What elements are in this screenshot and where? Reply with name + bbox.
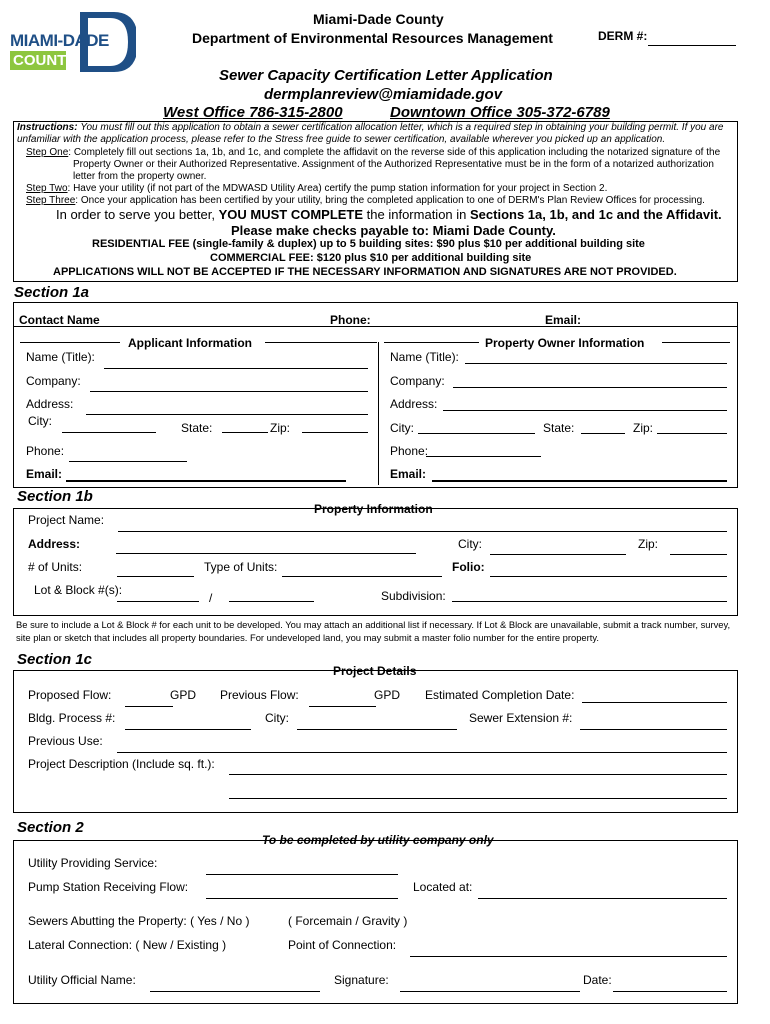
step-two — [26, 183, 607, 195]
instructions-label: Instructions: — [17, 122, 78, 133]
applicant-phone-label: Phone: — [26, 444, 65, 458]
section-1b-title: Section 1b — [17, 488, 93, 505]
serve-b: YOU MUST COMPLETE — [218, 207, 364, 222]
west-office: West Office 786-315-2800 — [163, 104, 343, 121]
property-address-label: Address: — [28, 537, 81, 551]
point-connection-field[interactable] — [410, 956, 727, 957]
forcemain-gravity-label[interactable]: ( Forcemain / Gravity ) — [288, 914, 408, 928]
folio-label: Folio: — [452, 560, 485, 574]
logo-text-miami-dade: MIAMI-DADE — [10, 31, 109, 50]
property-info-header: Property Information — [314, 502, 433, 516]
applicant-header-rule-left — [20, 342, 120, 343]
applicant-name-field[interactable] — [104, 368, 368, 369]
project-description-label: Project Description (Include sq. ft.): — [28, 757, 215, 771]
lot-field[interactable] — [117, 601, 199, 602]
property-address-field[interactable] — [116, 553, 416, 554]
owner-address-field[interactable] — [443, 410, 727, 411]
logo-text-county: COUNTY — [13, 52, 77, 69]
contact-email-label: Email: — [545, 313, 582, 327]
sewers-abutting-label[interactable]: Sewers Abutting the Property: ( Yes / No ) — [28, 914, 250, 928]
step-one-text: : Completely fill out sections 1a, 1b, and 1c, and complete the affidavit on the reverse side of this application including the notarized signature of the — [68, 147, 721, 158]
contact-phone-label: Phone: — [330, 313, 371, 327]
utility-header-rule-right — [523, 840, 736, 841]
section-1a-title: Section 1a — [14, 284, 90, 301]
review-email: dermplanreview@miamidade.gov — [264, 86, 503, 103]
subdivision-label: Subdivision: — [381, 589, 446, 603]
derm-number-field[interactable] — [648, 45, 736, 46]
applicant-address-label: Address: — [26, 397, 74, 411]
applicant-info-header: Applicant Information — [128, 336, 252, 350]
lot-block-label: Lot & Block #(s): — [34, 583, 123, 597]
applicant-zip-label: Zip: — [270, 421, 291, 435]
property-header-rule-left — [130, 508, 298, 509]
property-city-label: City: — [458, 537, 482, 551]
serve-a: In order to serve you better, — [56, 207, 219, 222]
owner-info-header: Property Owner Information — [485, 336, 645, 350]
instructions-intro — [17, 122, 735, 147]
serve-d: Sections 1a, 1b, and 1c and the Affidavit. — [470, 207, 722, 222]
owner-name-label: Name (Title): — [390, 350, 459, 364]
applicant-email-field[interactable] — [66, 480, 346, 482]
num-units-label: # of Units: — [28, 560, 83, 574]
residential-fee: RESIDENTIAL FEE (single-family & duplex) up to 5 building sites: $90 plus $10 per additional building site — [92, 238, 645, 250]
applicant-city-label: City: — [28, 414, 52, 428]
applicant-city-field[interactable] — [62, 432, 156, 433]
located-at-field[interactable] — [478, 898, 727, 899]
project-description-field-1[interactable] — [229, 774, 727, 775]
pump-flow-label: Pump Station Receiving Flow: — [28, 880, 189, 894]
owner-state-label: State: — [543, 421, 575, 435]
owner-company-label: Company: — [390, 374, 445, 388]
owner-zip-field[interactable] — [657, 433, 727, 434]
applicant-owner-divider — [378, 342, 379, 485]
details-city-label: City: — [265, 711, 289, 725]
official-name-label: Utility Official Name: — [28, 973, 136, 987]
applicant-zip-field[interactable] — [302, 432, 368, 433]
previous-flow-label: Previous Flow: — [220, 688, 299, 702]
official-name-field[interactable] — [150, 991, 320, 992]
owner-header-rule-right — [662, 342, 730, 343]
applicant-company-label: Company: — [26, 374, 81, 388]
property-header-rule-right — [452, 508, 736, 509]
section-1b-box — [13, 508, 738, 616]
date-field[interactable] — [613, 991, 727, 992]
step-one-line3: letter from the property owner. — [73, 171, 207, 182]
utility-service-field[interactable] — [206, 874, 398, 875]
previous-flow-unit: GPD — [374, 688, 401, 702]
owner-name-field[interactable] — [465, 363, 727, 364]
project-name-label: Project Name: — [28, 513, 105, 527]
pump-flow-field[interactable] — [206, 898, 398, 899]
num-units-field[interactable] — [117, 576, 194, 577]
contact-name-label: Contact Name — [19, 313, 100, 327]
property-city-field[interactable] — [490, 554, 626, 555]
applications-warning: APPLICATIONS WILL NOT BE ACCEPTED IF THE NECESSARY INFORMATION AND SIGNATURES ARE NOT PROVIDED. — [53, 266, 677, 278]
step-three-text: : Once your application has been certified by your utility, bring the completed application to one of DERM's Plan Review Offices for processing. — [75, 195, 705, 206]
serve-better-line — [56, 207, 722, 222]
utility-header-rule-left — [130, 840, 240, 841]
applicant-address-field[interactable] — [86, 414, 368, 415]
owner-email-label: Email: — [390, 467, 427, 481]
type-units-field[interactable] — [282, 576, 442, 577]
checks-payable: Please make checks payable to: Miami Dade County. — [231, 223, 556, 238]
applicant-header-rule-right — [265, 342, 377, 343]
department-name: Department of Environmental Resources Management — [192, 30, 553, 46]
completion-date-field[interactable] — [582, 702, 727, 703]
downtown-office: Downtown Office 305-372-6789 — [390, 104, 610, 121]
details-header-rule-left — [130, 670, 296, 671]
proposed-flow-unit: GPD — [170, 688, 197, 702]
owner-zip-label: Zip: — [633, 421, 654, 435]
applicant-phone-field[interactable] — [69, 461, 187, 462]
previous-use-field[interactable] — [117, 752, 727, 753]
lot-block-slash: / — [209, 591, 213, 605]
owner-city-label: City: — [390, 421, 414, 435]
instructions-text: You must fill out this application to obtain a sewer certification allocation letter, which is a required step in obtaining your building permit. If you are unfamiliar with the application process, please refer to the Stress free guide to sewer certification, available wherever you picked up an application. — [17, 122, 724, 146]
folio-field[interactable] — [490, 576, 727, 577]
utility-service-label: Utility Providing Service: — [28, 856, 158, 870]
step-one-line2: Property Owner or their Authorized Representative. Assignment of the Authorized Representative must be in the form of a notarized authorization — [73, 159, 714, 170]
date-label: Date: — [583, 973, 612, 987]
step-three — [26, 195, 705, 207]
contact-divider — [13, 326, 737, 327]
block-field[interactable] — [229, 601, 314, 602]
proposed-flow-label: Proposed Flow: — [28, 688, 112, 702]
owner-phone-field[interactable] — [426, 456, 541, 457]
type-units-label: Type of Units: — [204, 560, 278, 574]
applicant-name-label: Name (Title): — [26, 350, 95, 364]
proposed-flow-field[interactable] — [125, 706, 173, 707]
step-three-label: Step Three — [26, 195, 76, 206]
property-zip-field[interactable] — [670, 554, 727, 555]
bldg-process-label: Bldg. Process #: — [28, 711, 116, 725]
signature-field[interactable] — [400, 991, 580, 992]
completion-date-label: Estimated Completion Date: — [425, 688, 575, 702]
step-two-label: Step Two — [26, 183, 68, 194]
project-details-header: Project Details — [333, 664, 417, 678]
owner-state-field[interactable] — [581, 433, 625, 434]
applicant-email-label: Email: — [26, 467, 63, 481]
project-name-field[interactable] — [118, 531, 727, 532]
utility-only-header: To be completed by utility company only — [262, 833, 494, 847]
step-one — [26, 147, 720, 159]
previous-flow-field[interactable] — [309, 706, 376, 707]
project-description-field-2[interactable] — [229, 798, 727, 799]
form-title: Sewer Capacity Certification Letter Application — [219, 67, 553, 84]
lateral-connection-label[interactable]: Lateral Connection: ( New / Existing ) — [28, 938, 227, 952]
signature-label: Signature: — [334, 973, 389, 987]
owner-city-field[interactable] — [418, 433, 535, 434]
section-1c-title: Section 1c — [17, 651, 93, 668]
applicant-state-field[interactable] — [222, 432, 268, 433]
owner-address-label: Address: — [390, 397, 438, 411]
owner-phone-label: Phone: — [390, 444, 429, 458]
details-city-field[interactable] — [297, 729, 457, 730]
located-at-label: Located at: — [413, 880, 473, 894]
details-header-rule-right — [455, 670, 736, 671]
county-name: Miami-Dade County — [313, 11, 444, 27]
owner-header-rule-left — [384, 342, 479, 343]
lot-block-note: Be sure to include a Lot & Block # for each unit to be developed. You may attach an additional list if necessary. If Lot & Block are unavailable, submit a track number, survey, site plan or sketch that includes all property boundaries. For undeveloped land, you may submit a master folio number for the entire property. — [16, 619, 731, 643]
derm-number-label: DERM #: — [598, 29, 648, 43]
owner-company-field[interactable] — [453, 387, 727, 388]
commercial-fee: COMMERCIAL FEE: $120 plus $10 per additional building site — [210, 252, 532, 264]
applicant-state-label: State: — [181, 421, 213, 435]
previous-use-label: Previous Use: — [28, 734, 103, 748]
bldg-process-field[interactable] — [125, 729, 251, 730]
sewer-extension-field[interactable] — [580, 729, 727, 730]
step-two-text: : Have your utility (if not part of the MDWASD Utility Area) certify the pump station information for your project in Section 2. — [67, 183, 608, 194]
point-connection-label: Point of Connection: — [288, 938, 397, 952]
subdivision-field[interactable] — [452, 601, 727, 602]
county-logo — [10, 12, 136, 72]
sewer-extension-label: Sewer Extension #: — [469, 711, 573, 725]
serve-c: the information in — [363, 207, 470, 222]
owner-email-field[interactable] — [432, 480, 727, 482]
step-one-label: Step One — [26, 147, 69, 158]
applicant-company-field[interactable] — [90, 391, 368, 392]
section-2-title: Section 2 — [17, 819, 84, 836]
property-zip-label: Zip: — [638, 537, 659, 551]
